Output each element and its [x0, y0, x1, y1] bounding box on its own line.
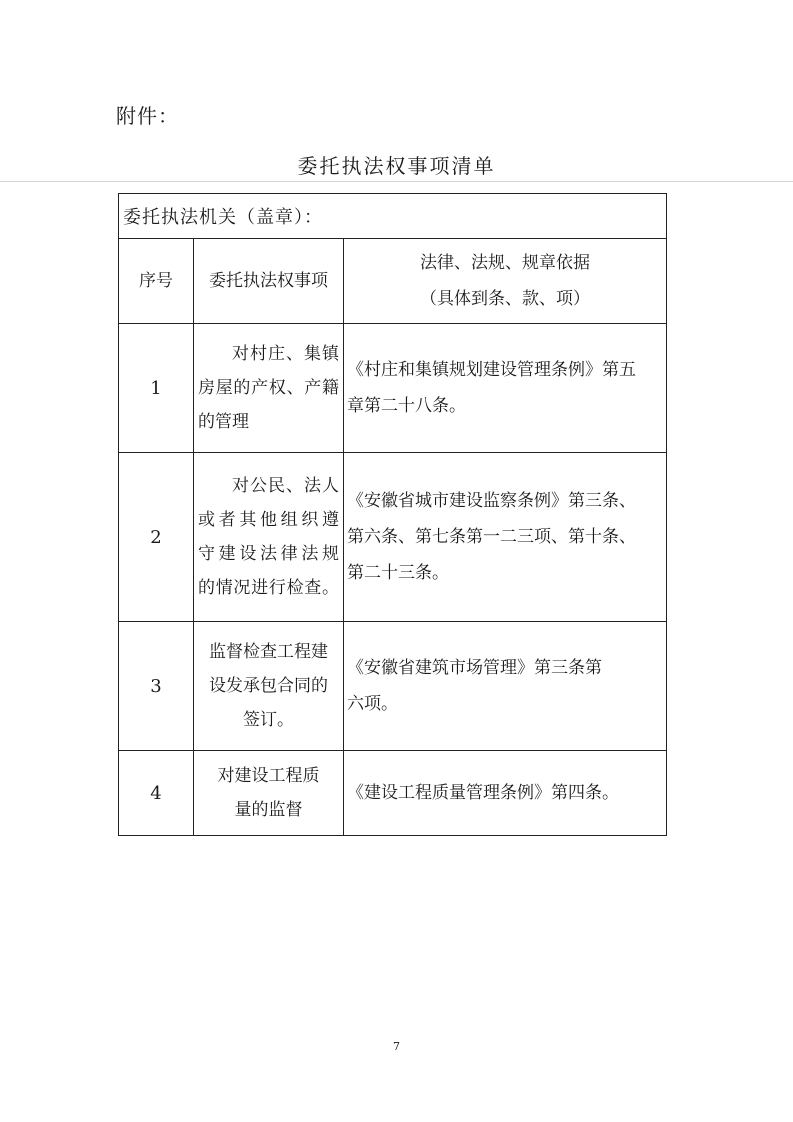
header-item: 委托执法权事项 [194, 239, 344, 324]
table-row [119, 324, 667, 453]
item-line: 守建设法律法规 [198, 544, 339, 564]
item-line: 对公民、法人 [232, 476, 339, 496]
table-row [119, 453, 667, 622]
legal-basis [344, 751, 667, 836]
header-basis [344, 239, 667, 324]
basis-line: 第二十三条。 [347, 563, 449, 583]
scan-edge-line [0, 181, 793, 182]
item-line: 量的监督 [234, 800, 303, 820]
header-basis-line2: （具体到条、款、项） [420, 289, 590, 309]
row-number: 4 [119, 751, 194, 836]
header-no: 序号 [119, 239, 194, 324]
enforcement-item [194, 453, 344, 622]
page-number: 7 [393, 1040, 400, 1053]
basis-line: 章第二十八条。 [347, 396, 466, 416]
agency-label: 委托执法机关（盖章）： [119, 194, 667, 239]
item-line: 对村庄、集镇 [232, 344, 339, 364]
legal-basis [344, 324, 667, 453]
header-row [119, 239, 667, 324]
item-line: 签订。 [243, 710, 294, 730]
item-line: 房屋的产权、产籍 [198, 378, 339, 398]
document-title: 委托执法权事项清单 [297, 154, 496, 178]
item-line: 或者其他组织遵 [198, 510, 339, 530]
row-number: 1 [119, 324, 194, 453]
delegated-enforcement-table [118, 193, 667, 836]
legal-basis [344, 622, 667, 751]
attachment-label: 附件： [116, 104, 179, 128]
item-line: 监督检查工程建 [209, 642, 328, 662]
legal-basis [344, 453, 667, 622]
basis-line: 《村庄和集镇规划建设管理条例》第五 [347, 360, 636, 380]
header-basis-line1: 法律、法规、规章依据 [420, 253, 590, 273]
agency-row [119, 194, 667, 239]
enforcement-item [194, 324, 344, 453]
item-line: 的情况进行检查。 [198, 578, 339, 598]
item-line: 的管理 [198, 412, 249, 432]
enforcement-item [194, 751, 344, 836]
item-line: 设发承包合同的 [209, 676, 328, 696]
item-line: 对建设工程质 [217, 766, 320, 786]
enforcement-item [194, 622, 344, 751]
basis-line: 《安徽省建筑市场管理》第三条第 [347, 658, 602, 678]
basis-line: 六项。 [347, 694, 398, 714]
table-row [119, 751, 667, 836]
basis-line: 《建设工程质量管理条例》第四条。 [347, 783, 619, 803]
table-row [119, 622, 667, 751]
row-number: 2 [119, 453, 194, 622]
basis-line: 《安徽省城市建设监察条例》第三条、 [347, 491, 636, 511]
row-number: 3 [119, 622, 194, 751]
basis-line: 第六条、第七条第一二三项、第十条、 [347, 527, 636, 547]
